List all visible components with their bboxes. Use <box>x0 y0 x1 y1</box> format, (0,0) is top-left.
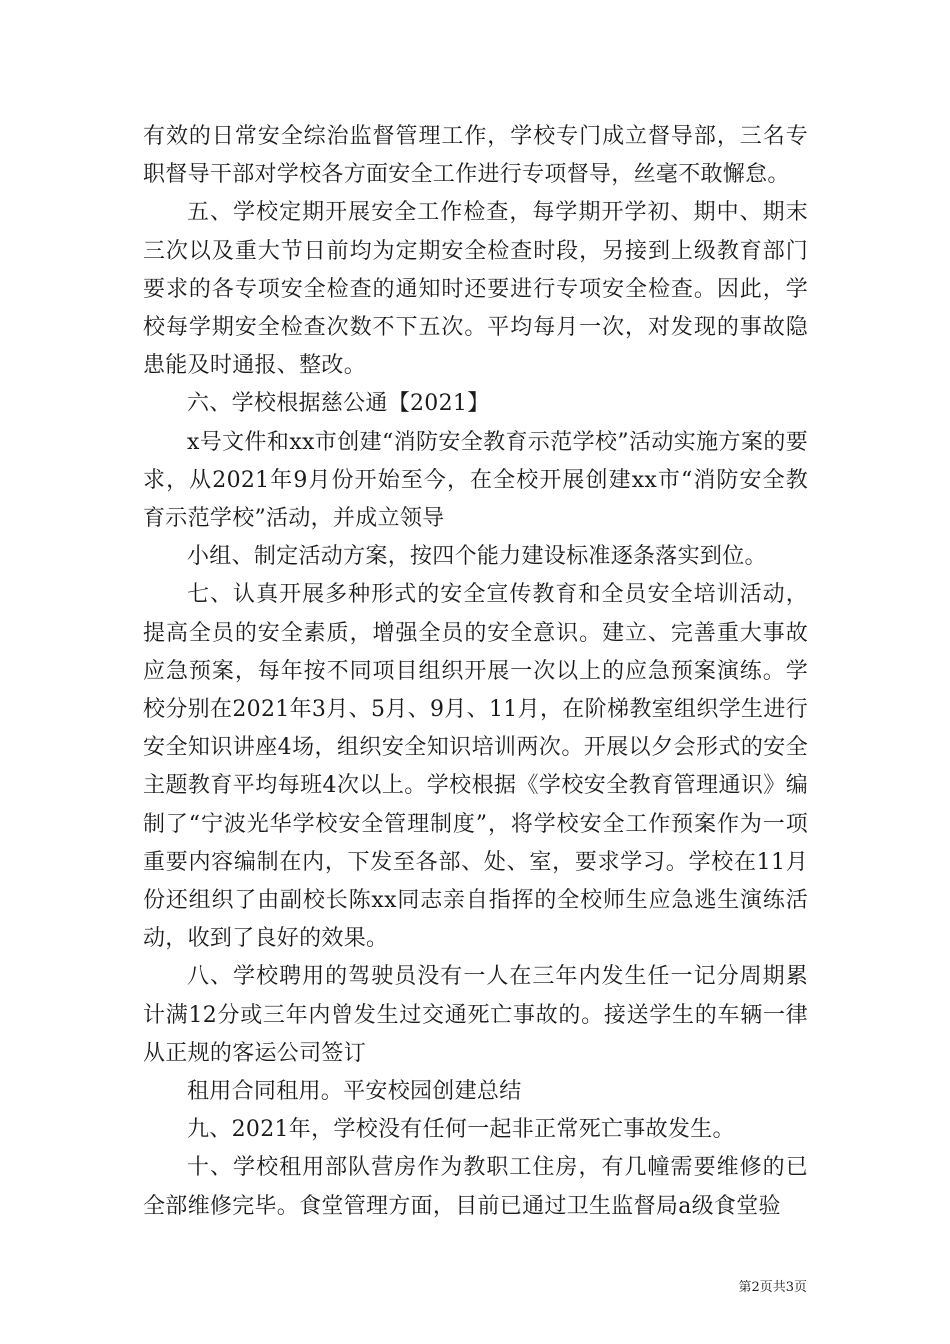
page-number: 第2页共3页 <box>738 1280 807 1295</box>
paragraph-1: 有效的日常安全综治监督管理工作，学校专门成立督导部，三名专职督导干部对学校各方面安全工作进行专项督导，丝毫不敢懈怠。 <box>143 124 808 188</box>
paragraph-8: 租用合同租用。平安校园创建总结 <box>187 1079 522 1105</box>
paragraph-3: 六、学校根据慈公通【2021】 <box>187 391 490 417</box>
document-body <box>143 118 808 1226</box>
paragraph-2: 五、学校定期开展安全工作检查，每学期开学初、期中、期末三次以及重大节日前均为定期安全检查时段，另接到上级教育部门要求的各专项安全检查的通知时还要进行专项安全检查。因此，学校每学期安全检查次数不下五次。平均每月一次，对发现的事故隐患能及时通报、整改。 <box>143 200 808 379</box>
paragraph-5: 小组、制定活动方案，按四个能力建设标准逐条落实到位。 <box>187 544 767 570</box>
paragraph-6: 七、认真开展多种形式的安全宣传教育和全员安全培训活动，提高全员的安全素质，增强全员的安全意识。建立、完善重大事故应急预案，每年按不同项目组织开展一次以上的应急预案演练。学校分别在2021年3月、5月、9月、11月，在阶梯教室组织学生进行安全知识讲座4场，组织安全知识培训两次。开展以夕会形式的安全主题教育平均每班4次以上。学校根据《学校安全教育管理通识》编制了“宁波光华学校安全管理制度”，将学校安全工作预案作为一项重要内容编制在内，下发至各部、处、室，要求学习。学校在11月份还组织了由副校长陈xx同志亲自指挥的全校师生应急逃生演练活动，收到了良好的效果。 <box>143 582 808 952</box>
paragraph-7: 八、学校聘用的驾驶员没有一人在三年内发生任一记分周期累计满12分或三年内曾发生过交通死亡事故的。接送学生的车辆一律从正规的客运公司签订 <box>143 964 808 1066</box>
paragraph-10: 十、学校租用部队营房作为教职工住房，有几幢需要维修的已全部维修完毕。食堂管理方面，目前已通过卫生监督局a级食堂验 <box>143 1155 808 1219</box>
paragraph-9: 九、2021年，学校没有任何一起非正常死亡事故发生。 <box>187 1117 735 1143</box>
paragraph-4: x号文件和xx市创建“消防安全教育示范学校”活动实施方案的要求，从2021年9月份开始至今，在全校开展创建xx市“消防安全教育示范学校”活动，并成立领导 <box>143 429 808 532</box>
